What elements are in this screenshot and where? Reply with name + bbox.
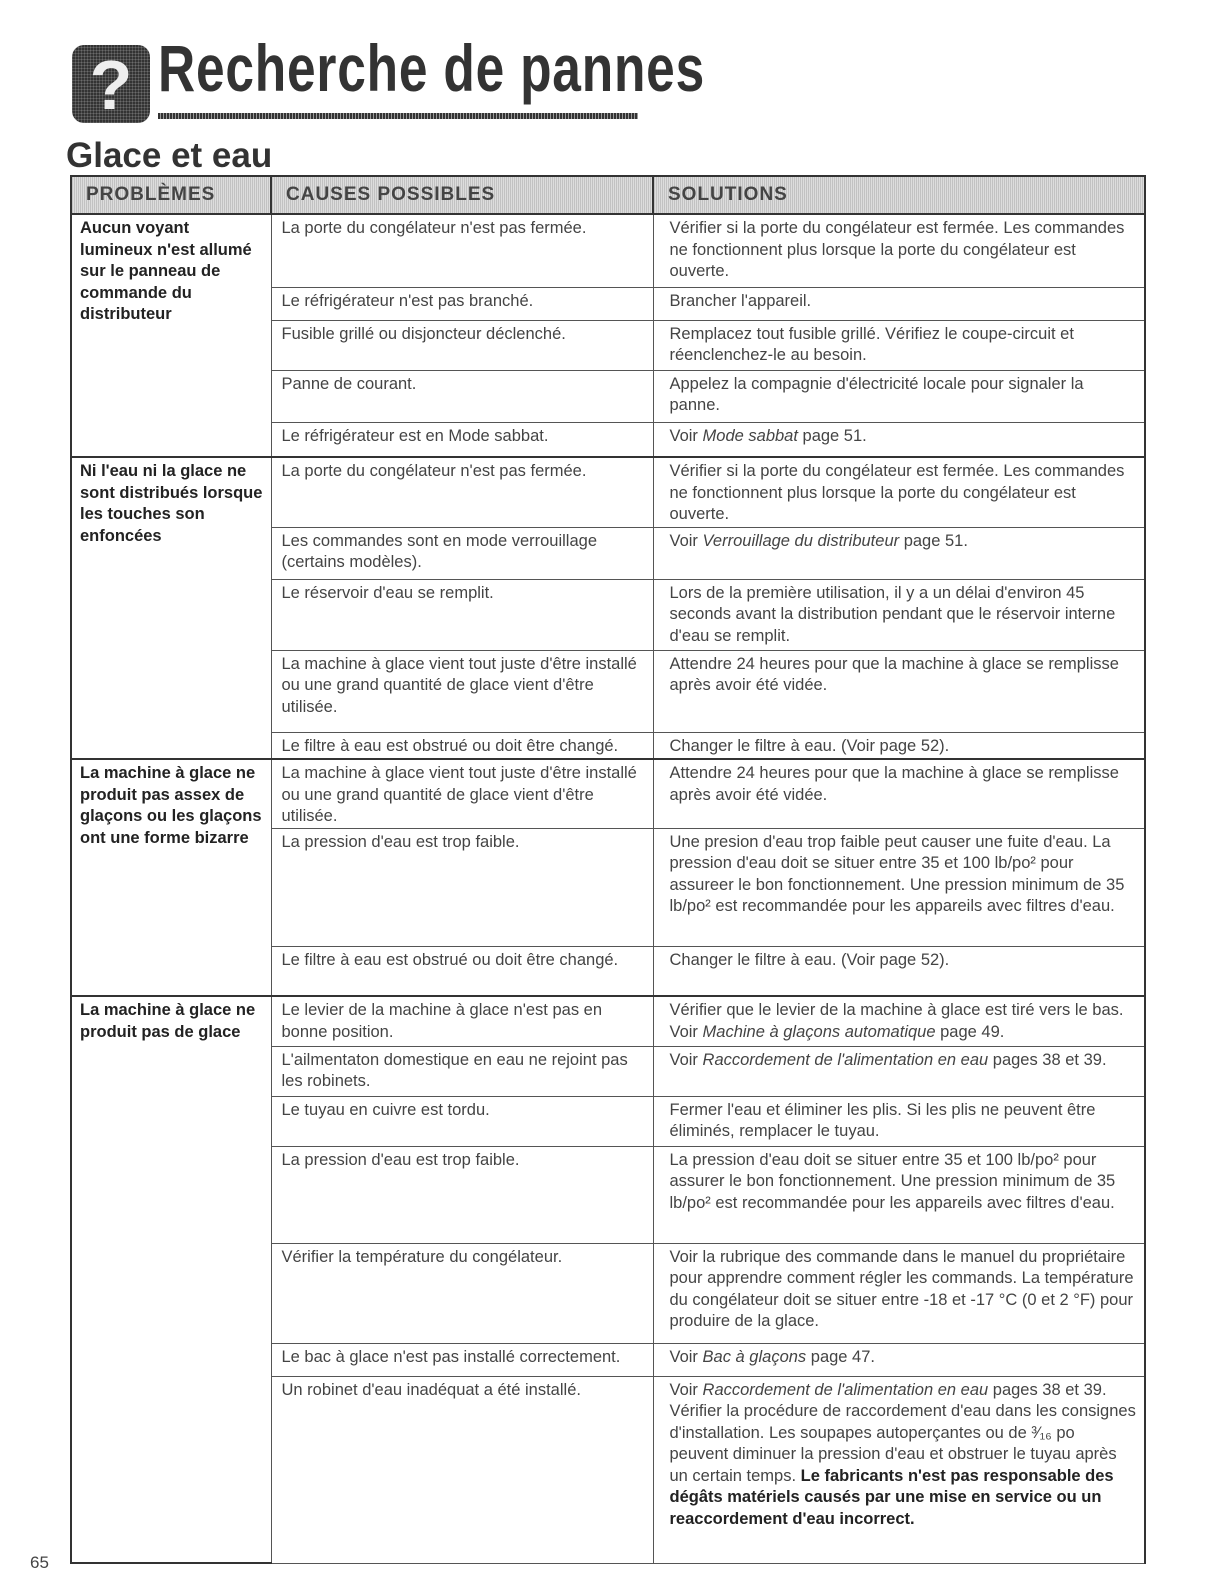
solution-text: page 51. <box>797 426 867 445</box>
question-mark-icon: ? <box>72 45 150 123</box>
solution-text: Attendre 24 heures pour que la machine à glace se remplisse après avoir été vidée. <box>669 654 1119 694</box>
solution-cell <box>653 732 1145 759</box>
solution-text: Une presion d'eau trop faible peut causer une fuite d'eau. La pression d'eau doit se situer entre 35 et 100 lb/po² pour assureer le bon fonctionnement. Une pression minimum de 35 lb/po² est recommandée pour les appareils avec filtres d'eau. <box>669 832 1125 915</box>
problem-cell: La machine à glace ne produit pas assex de glaçons ou les glaçons ont une forme bizarre <box>71 759 271 996</box>
solution-text: Mode sabbat <box>702 426 798 445</box>
table-header <box>71 176 1145 214</box>
cause-cell: Les commandes sont en mode verrouillage (certains modèles). <box>271 527 653 579</box>
title-underline <box>158 113 638 119</box>
solution-text: Attendre 24 heures pour que la machine à glace se remplisse après avoir été vidée. <box>669 764 1119 804</box>
solution-text: Bac à glaçons <box>702 1347 807 1366</box>
solution-text: Vérifier si la porte du congélateur est fermée. Les commandes ne fonctionnent plus lorsque la porte du congélateur est ouverte. <box>669 462 1125 523</box>
page-number: 65 <box>30 1553 49 1572</box>
cause-cell: Le filtre à eau est obstrué ou doit être changé. <box>271 732 653 759</box>
solution-text: Voir <box>669 1380 703 1399</box>
solution-cell <box>653 527 1145 579</box>
problem-cell: Aucun voyant lumineux n'est allumé sur le panneau de commande du distributeur <box>71 214 271 457</box>
table-row <box>71 214 1145 287</box>
solution-text: Brancher l'appareil. <box>669 291 812 310</box>
column-header-solutions: SOLUTIONS <box>653 176 1145 214</box>
solution-text: Raccordement de l'alimentation en eau <box>702 1380 989 1399</box>
cause-cell: Le filtre à eau est obstrué ou doit être changé. <box>271 946 653 996</box>
cause-cell: Panne de courant. <box>271 370 653 422</box>
cause-cell: L'ailmentaton domestique en eau ne rejoint pas les robinets. <box>271 1046 653 1096</box>
solution-text: Le fabricants n'est pas responsable des dégâts matériels causés par une mise en service ou un reaccordement d'eau incorrect. <box>669 1466 1114 1528</box>
column-header-problems: PROBLÈMES <box>71 176 271 214</box>
solution-text: Remplacez tout fusible grillé. Vérifiez le coupe-circuit et réenclenchez-le au besoin. <box>669 324 1074 364</box>
cause-cell: Fusible grillé ou disjoncteur déclenché. <box>271 320 653 370</box>
column-header-causes: CAUSES POSSIBLES <box>271 176 653 214</box>
solution-cell <box>653 1243 1145 1343</box>
troubleshooting-table <box>70 175 1146 1564</box>
cause-cell: La machine à glace vient tout juste d'être installé ou une grand quantité de glace vient d'être utilisée. <box>271 759 653 828</box>
solution-cell <box>653 1096 1145 1146</box>
solution-cell <box>653 759 1145 828</box>
cause-cell: Le réservoir d'eau se remplit. <box>271 579 653 650</box>
solution-text: Voir <box>669 531 703 550</box>
solution-cell <box>653 946 1145 996</box>
solution-text: pages 38 et 39. <box>988 1050 1107 1069</box>
solution-cell <box>653 1046 1145 1096</box>
cause-cell: La pression d'eau est trop faible. <box>271 828 653 946</box>
problem-cell: La machine à glace ne produit pas de glace <box>71 996 271 1563</box>
cause-cell: Le tuyau en cuivre est tordu. <box>271 1096 653 1146</box>
cause-cell: Le réfrigérateur est en Mode sabbat. <box>271 422 653 457</box>
solution-text: Voir <box>669 1347 703 1366</box>
solution-cell <box>653 370 1145 422</box>
solution-cell <box>653 287 1145 320</box>
solution-text: Changer le filtre à eau. (Voir page 52). <box>669 736 950 755</box>
solution-text: page 49. <box>935 1022 1005 1041</box>
table-row <box>71 996 1145 1046</box>
table-row <box>71 759 1145 828</box>
solution-text: Fermer l'eau et éliminer les plis. Si les plis ne peuvent être éliminés, remplacer le tuyau. <box>669 1100 1096 1140</box>
solution-text: Voir <box>669 426 703 445</box>
solution-cell <box>653 1343 1145 1376</box>
solution-text: Voir la rubrique des commande dans le manuel du propriétaire pour apprendre comment régler les commands. La température du congélateur doit se situer entre -18 et -17 °C (0 et 2 °F) pour produire de la glace. <box>669 1247 1134 1330</box>
solution-cell <box>653 579 1145 650</box>
solution-text: page 47. <box>806 1347 875 1366</box>
cause-cell: La porte du congélateur n'est pas fermée. <box>271 214 653 287</box>
solution-cell <box>653 1146 1145 1243</box>
solution-cell <box>653 457 1145 527</box>
cause-cell: La machine à glace vient tout juste d'être installé ou une grand quantité de glace vient d'être utilisée. <box>271 650 653 732</box>
cause-cell: Vérifier la température du congélateur. <box>271 1243 653 1343</box>
solution-text: pages 38 et 39. Vérifier la procédure de raccordement d'eau dans les consignes d'installation. Les soupapes autoperçantes ou de ³⁄₁₆ po peuvent diminuer la pression d'eau et obstruer le tuyau après un certain temps. <box>669 1380 1136 1485</box>
solution-text: Vérifier si la porte du congélateur est fermée. Les commandes ne fonctionnent plus lorsque la porte du congélateur est ouverte. <box>669 219 1125 280</box>
solution-text: Machine à glaçons automatique <box>702 1022 936 1041</box>
cause-cell: La pression d'eau est trop faible. <box>271 1146 653 1243</box>
solution-text: Appelez la compagnie d'électricité locale pour signaler la panne. <box>669 374 1084 414</box>
solution-text: Lors de la première utilisation, il y a un délai d'environ 45 seconds avant la distribution pendant que le réservoir interne d'eau se remplit. <box>669 583 1116 645</box>
solution-text: Changer le filtre à eau. (Voir page 52). <box>669 950 950 969</box>
solution-text: page 51. <box>899 531 968 550</box>
table-row <box>71 457 1145 527</box>
solution-cell <box>653 320 1145 370</box>
section-title: Glace et eau <box>66 136 273 175</box>
solution-text: Verrouillage du distributeur <box>702 531 900 550</box>
solution-text: Vérifier que le levier de la machine à glace est tiré vers le bas. Voir <box>669 1001 1124 1041</box>
solution-text: Raccordement de l'alimentation en eau <box>702 1050 989 1069</box>
solution-text: Voir <box>669 1050 703 1069</box>
solution-cell <box>653 422 1145 457</box>
cause-cell: Le bac à glace n'est pas installé correctement. <box>271 1343 653 1376</box>
solution-text: La pression d'eau doit se situer entre 35 et 100 lb/po² pour assurer le bon fonctionnement. Une pression minimum de 35 lb/po² est recommandée pour les appareils avec filtres d'eau. <box>669 1150 1116 1212</box>
cause-cell: Le réfrigérateur n'est pas branché. <box>271 287 653 320</box>
solution-cell <box>653 650 1145 732</box>
cause-cell: La porte du congélateur n'est pas fermée. <box>271 457 653 527</box>
solution-cell <box>653 996 1145 1046</box>
cause-cell: Un robinet d'eau inadéquat a été installé. <box>271 1376 653 1563</box>
solution-cell <box>653 1376 1145 1563</box>
solution-cell <box>653 214 1145 287</box>
problem-cell: Ni l'eau ni la glace ne sont distribués lorsque les touches son enfoncées <box>71 457 271 759</box>
page-title: Recherche de pannes <box>158 31 705 105</box>
cause-cell: Le levier de la machine à glace n'est pas en bonne position. <box>271 996 653 1046</box>
solution-cell <box>653 828 1145 946</box>
